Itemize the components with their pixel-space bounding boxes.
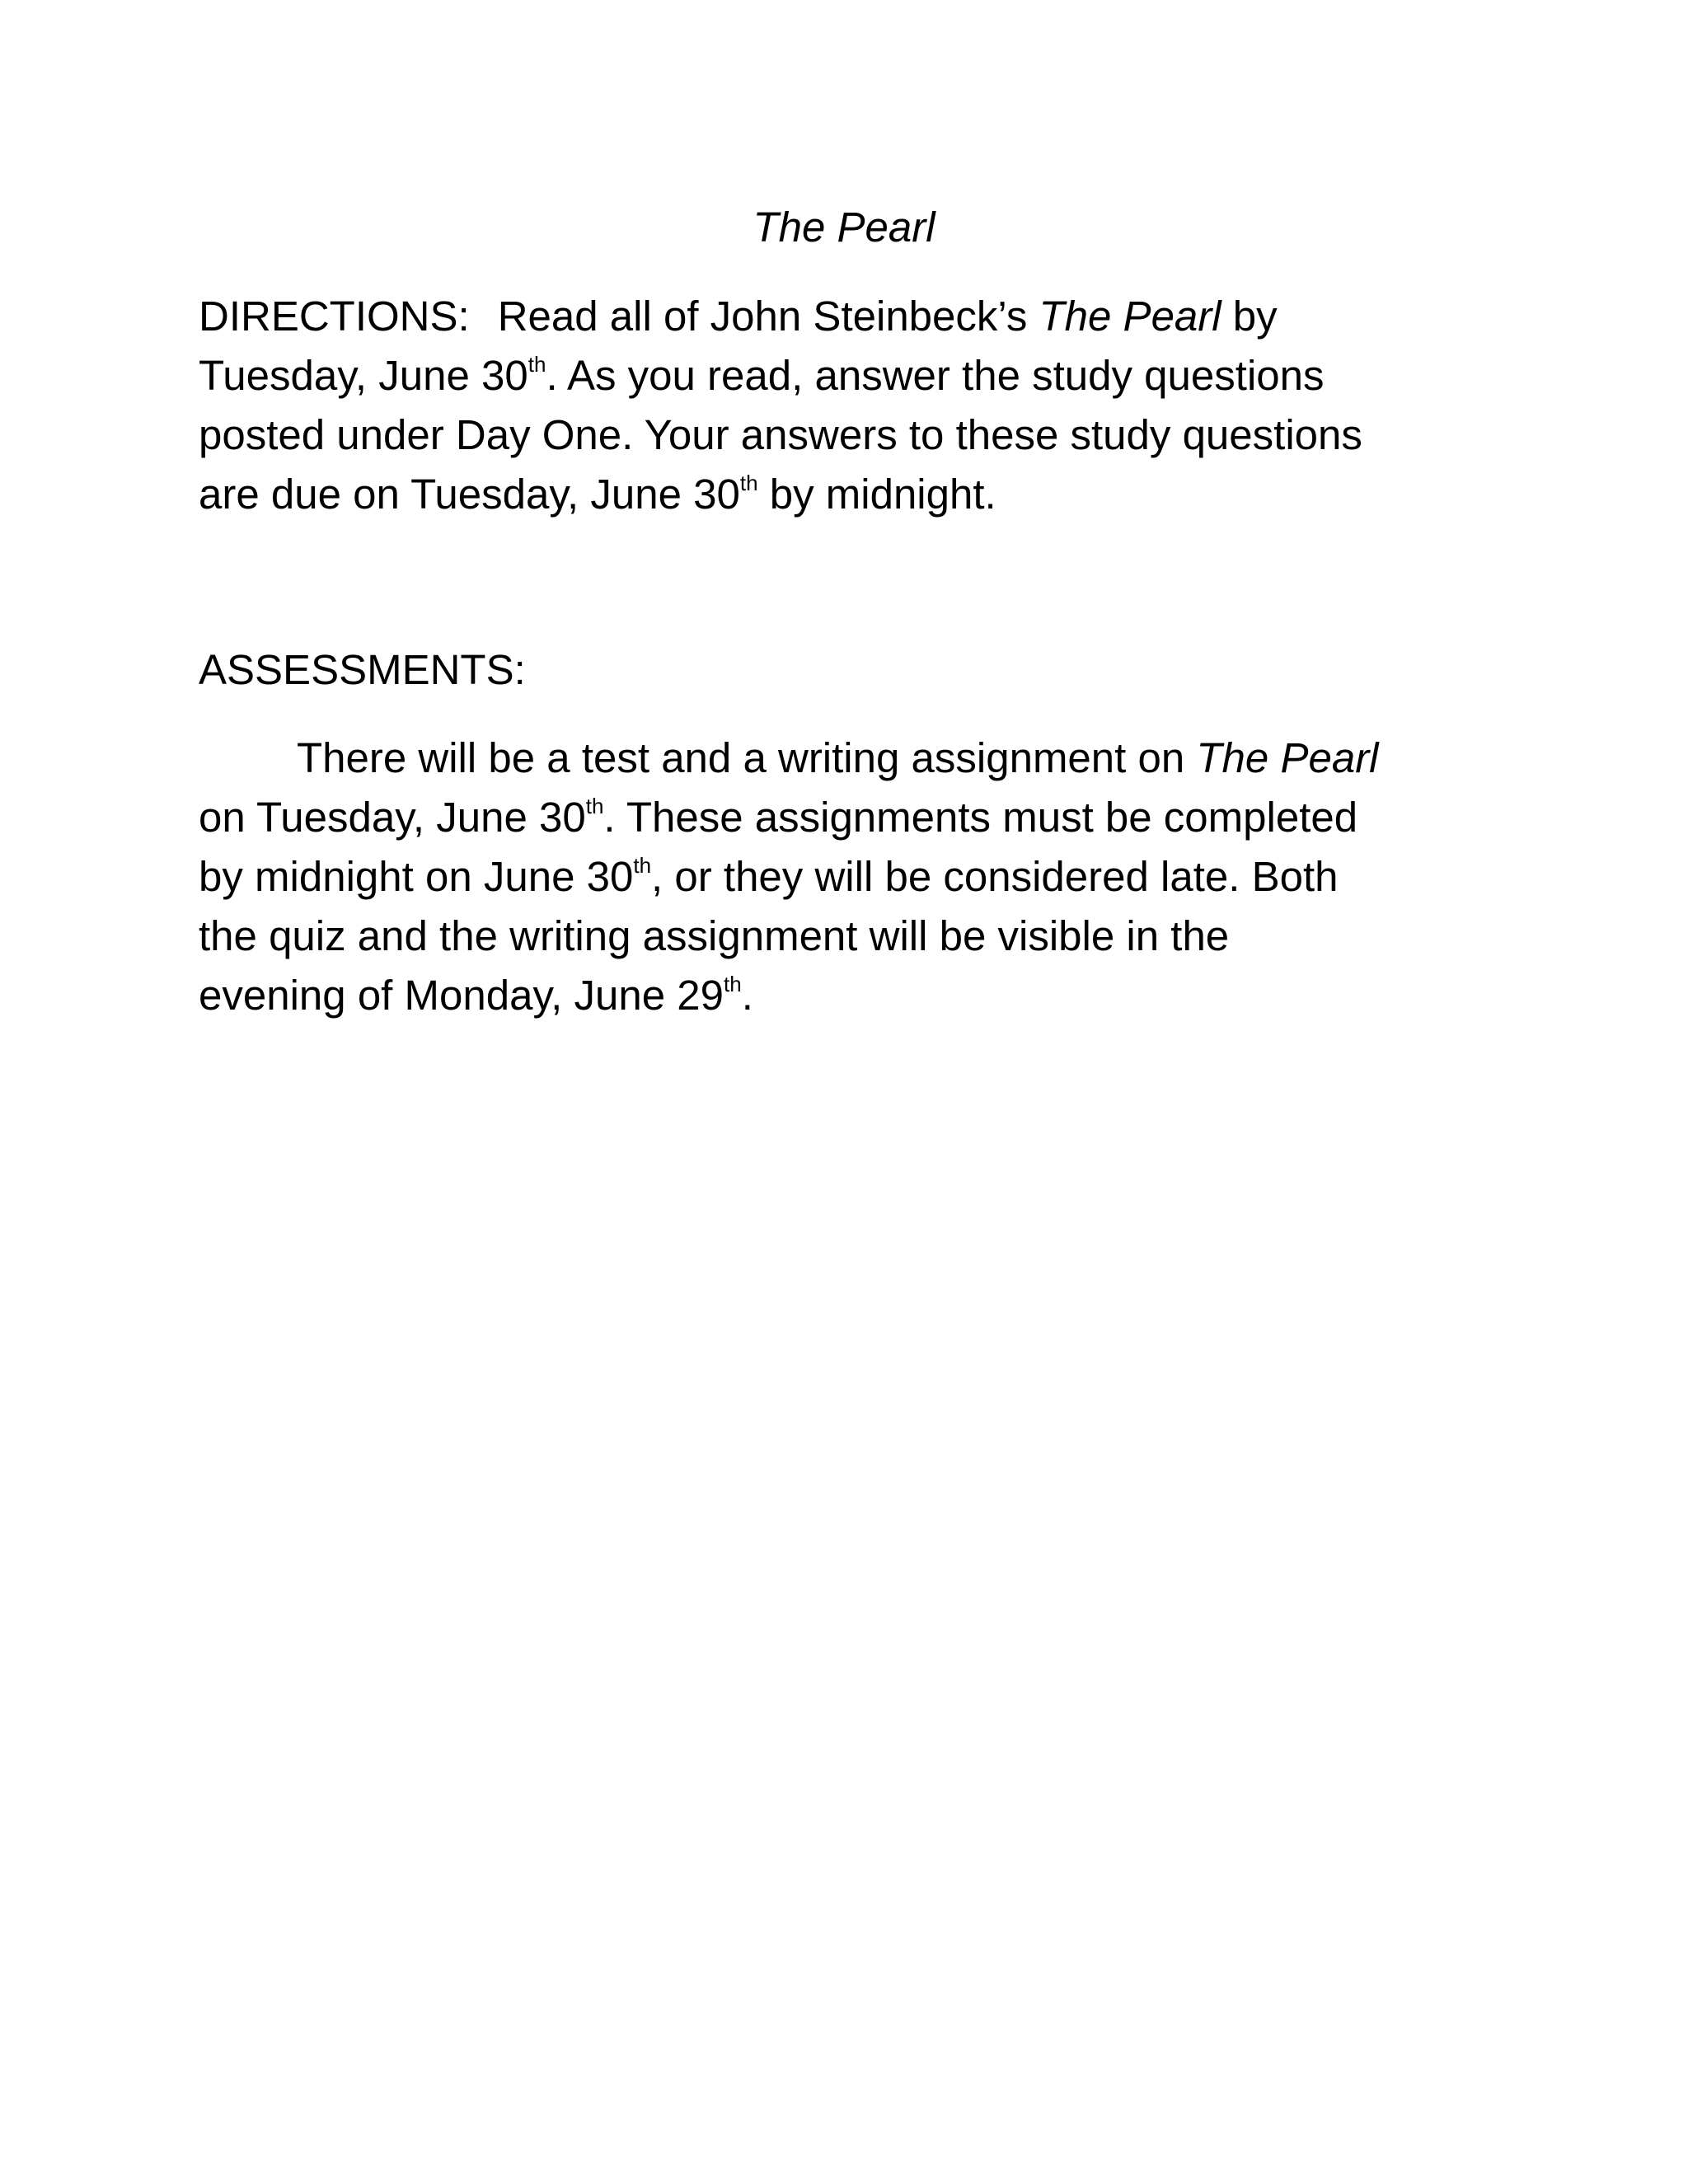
- text: are due on Tuesday, June 30: [199, 471, 740, 518]
- text-line: [199, 287, 1362, 346]
- superscript: th: [585, 794, 604, 818]
- text: Tuesday, June 30: [199, 352, 528, 399]
- text-line: [199, 729, 1379, 788]
- assessments-heading: ASSESSMENTS:: [199, 646, 526, 693]
- book-title: The Pearl: [1196, 734, 1379, 781]
- text: by: [1221, 293, 1278, 340]
- document-title: [0, 198, 1688, 257]
- text: There will be a test and a writing assignment on: [297, 734, 1197, 781]
- directions-paragraph: [199, 287, 1362, 524]
- text: .: [741, 972, 753, 1019]
- text-line: [199, 788, 1379, 847]
- title-text: The Pearl: [753, 204, 935, 251]
- text: . These assignments must be completed: [603, 794, 1358, 841]
- text-line: the quiz and the writing assignment will be visible in the: [199, 912, 1230, 959]
- text: by midnight.: [757, 471, 996, 518]
- assessments-paragraph: [199, 729, 1379, 1025]
- book-title: The Pearl: [1039, 293, 1221, 340]
- superscript: th: [724, 972, 742, 996]
- text: on Tuesday, June 30: [199, 794, 586, 841]
- text-line: [199, 465, 1362, 524]
- text: by midnight on June 30: [199, 853, 634, 900]
- directions-label: DIRECTIONS:: [199, 293, 470, 340]
- text-line: [199, 966, 1379, 1025]
- text-line: posted under Day One. Your answers to these study questions: [199, 411, 1362, 458]
- text: Read all of John Steinbeck’s: [497, 293, 1039, 340]
- text-line: [199, 346, 1362, 405]
- text: evening of Monday, June 29: [199, 972, 724, 1019]
- text-line: [199, 847, 1379, 907]
- superscript: th: [633, 853, 652, 878]
- text: . As you read, answer the study questions: [546, 352, 1325, 399]
- text: , or they will be considered late. Both: [651, 853, 1339, 900]
- superscript: th: [739, 471, 758, 495]
- superscript: th: [528, 352, 546, 377]
